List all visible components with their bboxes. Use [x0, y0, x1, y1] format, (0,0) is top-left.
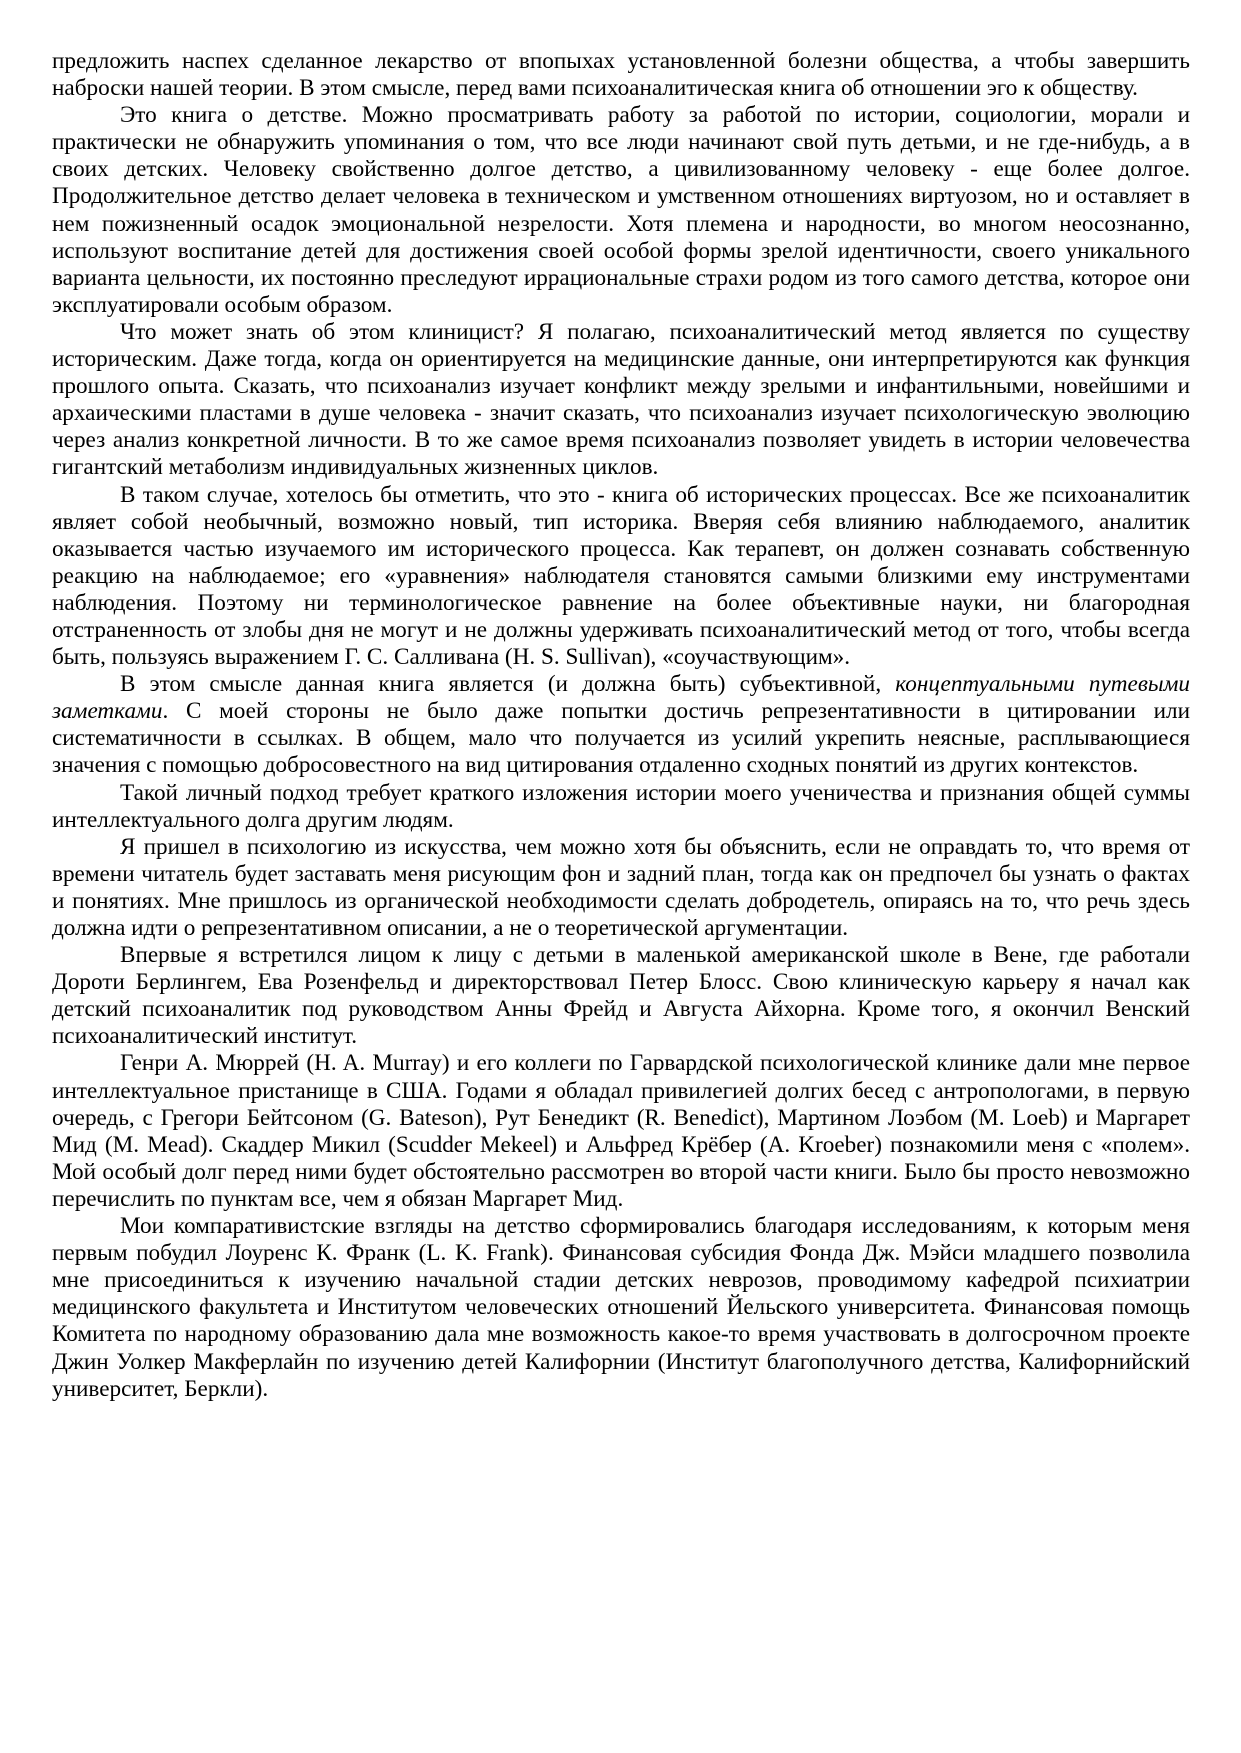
body-text-column — [52, 48, 1190, 1403]
paragraph-5-emphasis: концептуальными путевыми заметками — [52, 671, 1190, 725]
paragraph-7: Я пришел в психологию из искусства, чем можно хотя бы объяснить, если не оправдать то, что время от времени читатель будет заставать меня рисующим фон и задний план, тогда как он предпочел бы узнать о фактах и понятиях. Мне пришлось из органической необходимости сделать добродетель, опираясь на то, что речь здесь должна идти о репрезентативном описании, а не о теоретической аргументации. — [52, 833, 1190, 941]
paragraph-6: Такой личный подход требует краткого изложения истории моего ученичества и признания общей суммы интеллектуального долга другим людям. — [52, 779, 1190, 833]
paragraph-2: Это книга о детстве. Можно просматривать работу за работой по истории, социологии, морали и практически не обнаружить упоминания о том, что все люди начинают свой путь детьми, и не где-нибудь, а в своих детских. Человеку свойственно долгое детство, а цивилизованному человеку - еще более долгое. Продолжительное детство делает человека в техническом и умственном отношениях виртуозом, но и оставляет в нем пожизненный осадок эмоциональной незрелости. Хотя племена и народности, во многом неосознанно, используют воспитание детей для достижения своей особой формы зрелой идентичности, своего уникального варианта цельности, их постоянно преследуют иррациональные страхи родом из того самого детства, которое они эксплуатировали особым образом. — [52, 102, 1190, 318]
paragraph-9: Генри А. Мюррей (H. A. Murray) и его коллеги по Гарвардской психологической клинике дали мне первое интеллектуальное пристанище в США. Годами я обладал привилегией долгих бесед с антропологами, в первую очередь, с Грегори Бейтсоном (G. Bateson), Рут Бенедикт (R. Benedict), Мартином Лоэбом (M. Loeb) и Маргарет Мид (M. Mead). Скаддер Микил (Scudder Mekeel) и Альфред Крёбер (A. Kroeber) познакомили меня с «полем». Мой особый долг перед ними будет обстоятельно рассмотрен во второй части книги. Было бы просто невозможно перечислить по пунктам все, чем я обязан Маргарет Мид. — [52, 1050, 1190, 1212]
paragraph-8: Впервые я встретился лицом к лицу с детьми в маленькой американской школе в Вене, где работали Дороти Берлингем, Ева Розенфельд и директорствовал Петер Блосс. Свою клиническую карьеру я начал как детский психоаналитик под руководством Анны Фрейд и Августа Айхорна. Кроме того, я окончил Венский психоаналитический институт. — [52, 942, 1190, 1050]
paragraph-5-segment-lead: В этом смысле данная книга является (и должна быть) субъективной, — [120, 671, 896, 698]
paragraph-5-segment-tail: . С моей стороны не было даже попытки достичь репрезентативности в цитировании или систематичности в ссылках. В общем, мало что получается из усилий укрепить неясные, расплывающиеся значения с помощью добросовестного на вид цитирования отдаленно сходных понятий из других контекстов. — [52, 698, 1190, 779]
paragraph-4: В таком случае, хотелось бы отметить, что это - книга об исторических процессах. Все же психоаналитик являет собой необычный, возможно новый, тип историка. Вверяя себя влиянию наблюдаемого, аналитик оказывается частью изучаемого им исторического процесса. Как терапевт, он должен сознавать собственную реакцию на наблюдаемое; его «уравнения» наблюдателя становятся самыми близкими ему инструментами наблюдения. Поэтому ни терминологическое равнение на более объективные науки, ни благородная отстраненность от злобы дня не могут и не должны удерживать психоаналитический метод от того, чтобы всегда быть, пользуясь выражением Г. С. Салливана (H. S. Sullivan), «соучаствующим». — [52, 481, 1190, 671]
paragraph-10: Мои компаративистские взгляды на детство сформировались благодаря исследованиям, к которым меня первым побудил Лоуренс К. Франк (L. K. Frank). Финансовая субсидия Фонда Дж. Мэйси младшего позволила мне присоединиться к изучению начальной стадии детских неврозов, проводимому кафедрой психиатрии медицинского факультета и Институтом человеческих отношений Йельского университета. Финансовая помощь Комитета по народному образованию дала мне возможность какое-то время участвовать в долгосрочном проекте Джин Уолкер Макферлайн по изучению детей Калифорнии (Институт благополучного детства, Калифорнийский университет, Беркли). — [52, 1213, 1190, 1402]
paragraph-5 — [52, 671, 1190, 779]
paragraph-1: предложить наспех сделанное лекарство от впопыхах установленной болезни общества, а чтобы завершить наброски нашей теории. В этом смысле, перед вами психоаналитическая книга об отношении эго к обществу. — [52, 48, 1190, 102]
paragraph-3: Что может знать об этом клиницист? Я полагаю, психоаналитический метод является по существу историческим. Даже тогда, когда он ориентируется на медицинские данные, они интерпретируются как функция прошлого опыта. Сказать, что психоанализ изучает конфликт между зрелыми и инфантильными, новейшими и архаическими пластами в душе человека - значит сказать, что психоанализ изучает психологическую эволюцию через анализ конкретной личности. В то же самое время психоанализ позволяет увидеть в истории человечества гигантский метаболизм индивидуальных жизненных циклов. — [52, 318, 1190, 481]
